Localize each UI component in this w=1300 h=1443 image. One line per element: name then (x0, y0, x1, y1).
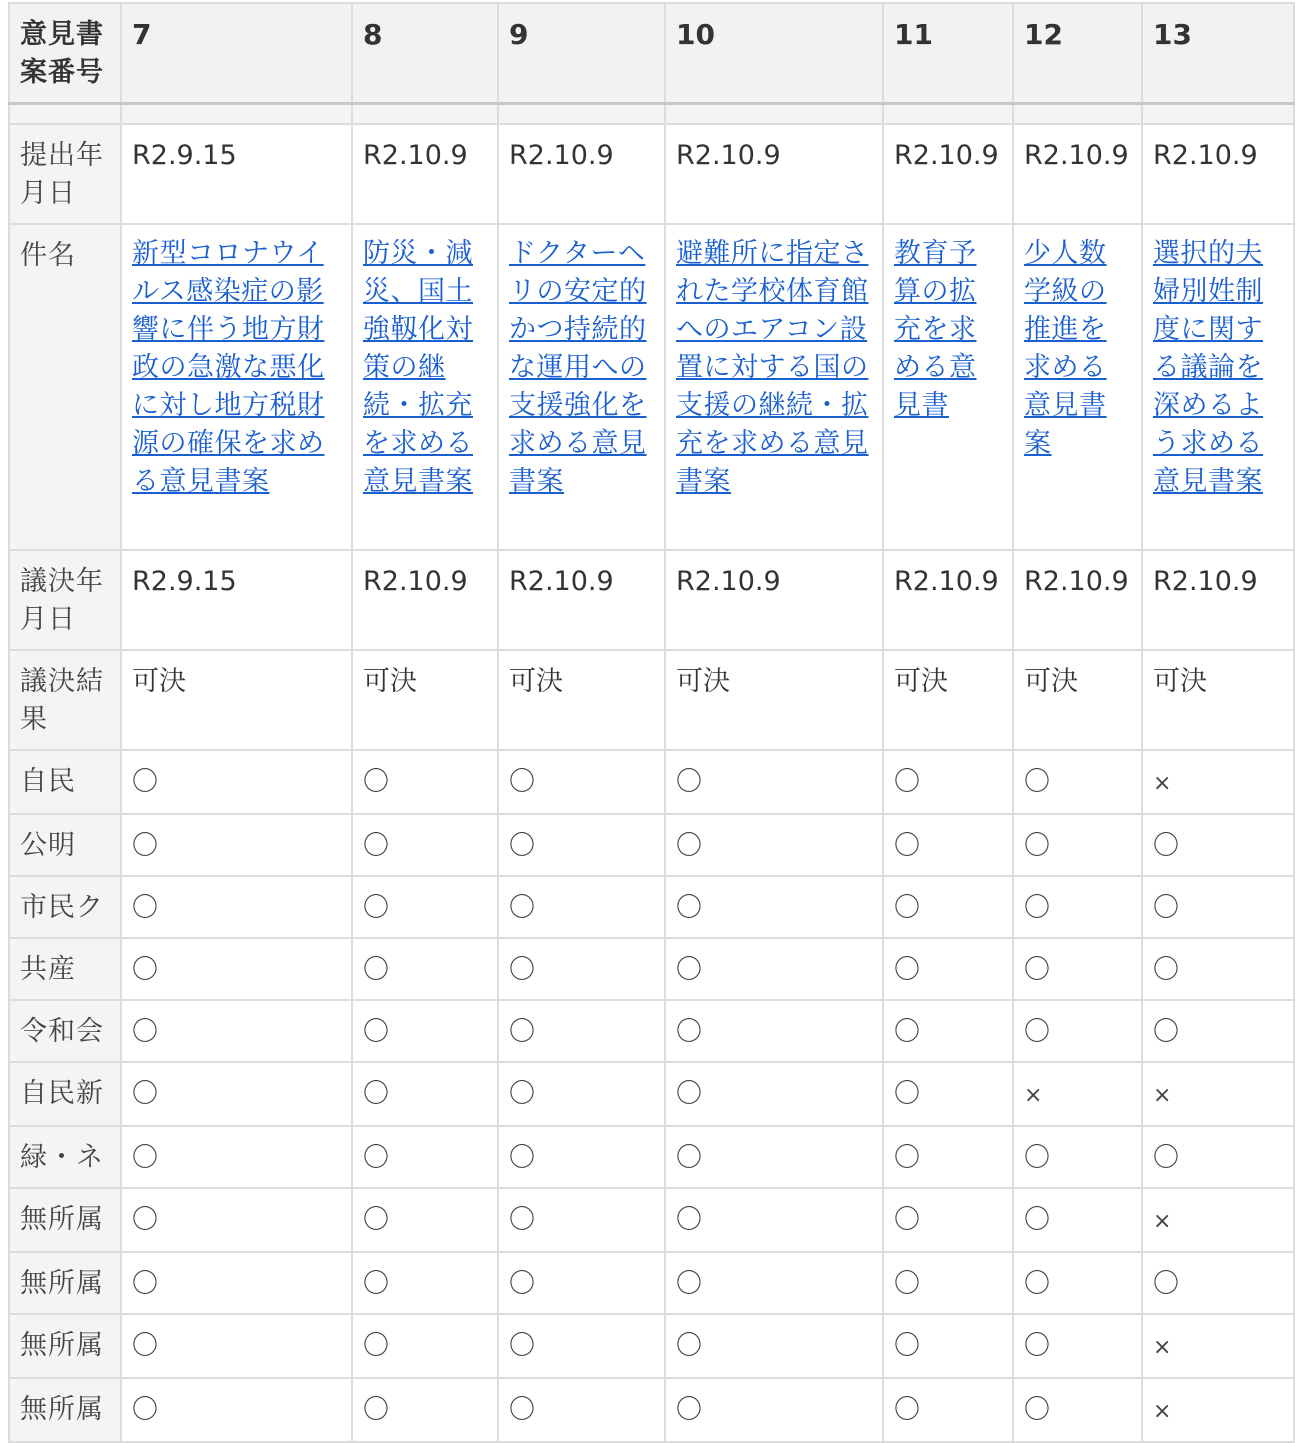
party-label: 自民 (9, 750, 121, 814)
title-cell (1013, 224, 1142, 550)
party-vote-row (9, 1126, 1294, 1188)
vote-cell (352, 1000, 498, 1062)
vote-for-mark: 〇 (132, 767, 159, 797)
vote-cell (121, 750, 352, 814)
party-label: 市民ク (9, 876, 121, 938)
party-vote-row (9, 938, 1294, 1000)
vote-cell (498, 1062, 665, 1126)
party-label: 令和会 (9, 1000, 121, 1062)
vote-cell (1013, 1000, 1142, 1062)
vote-cell (1142, 814, 1294, 876)
vote-cell (498, 1126, 665, 1188)
header-row (9, 3, 1294, 104)
vote-for-mark: 〇 (1024, 955, 1051, 985)
submit-date-cell: R2.10.9 (883, 124, 1013, 224)
vote-for-mark: 〇 (1024, 1331, 1051, 1361)
vote-for-mark: 〇 (509, 1331, 536, 1361)
vote-cell (1013, 1062, 1142, 1126)
vote-for-mark: 〇 (363, 831, 390, 861)
vote-date-cell: R2.10.9 (665, 550, 883, 650)
party-vote-row (9, 1378, 1294, 1442)
vote-cell (352, 938, 498, 1000)
result-cell: 可決 (498, 650, 665, 750)
vote-cell (883, 1126, 1013, 1188)
vote-cell (121, 1314, 352, 1378)
vote-date-cell: R2.10.9 (883, 550, 1013, 650)
vote-cell (1142, 1252, 1294, 1314)
vote-cell (1142, 876, 1294, 938)
vote-for-mark: 〇 (363, 1017, 390, 1047)
submit-date-cell: R2.10.9 (352, 124, 498, 224)
vote-cell (665, 1000, 883, 1062)
vote-for-mark: 〇 (676, 955, 703, 985)
vote-for-mark: 〇 (1153, 1017, 1180, 1047)
vote-for-mark: 〇 (132, 1017, 159, 1047)
vote-for-mark: 〇 (676, 831, 703, 861)
vote-for-mark: 〇 (363, 1269, 390, 1299)
vote-cell (121, 1378, 352, 1442)
vote-cell (1142, 750, 1294, 814)
vote-cell (498, 876, 665, 938)
vote-for-mark: 〇 (676, 1395, 703, 1425)
vote-for-mark: 〇 (132, 1269, 159, 1299)
vote-for-mark: 〇 (363, 1395, 390, 1425)
party-vote-row (9, 1000, 1294, 1062)
vote-cell (352, 1378, 498, 1442)
vote-cell (1013, 814, 1142, 876)
vote-for-mark: 〇 (1153, 831, 1180, 861)
vote-cell (1013, 876, 1142, 938)
vote-for-mark: 〇 (509, 1205, 536, 1235)
column-header: 10 (665, 3, 883, 104)
vote-cell (665, 876, 883, 938)
vote-date-cell: R2.9.15 (121, 550, 352, 650)
resolution-title-link[interactable]: 避難所に指定された学校体育館へのエアコン設置に対する国の支援の継続・拡充を求める意見書案 (676, 238, 869, 497)
vote-cell (883, 938, 1013, 1000)
vote-for-mark: 〇 (509, 893, 536, 923)
vote-for-mark: 〇 (509, 1269, 536, 1299)
vote-cell (1142, 1126, 1294, 1188)
vote-date-cell: R2.10.9 (1013, 550, 1142, 650)
vote-for-mark: 〇 (894, 1079, 921, 1109)
vote-cell (883, 1000, 1013, 1062)
vote-for-mark: 〇 (509, 1017, 536, 1047)
vote-for-mark: 〇 (894, 955, 921, 985)
resolution-title-link[interactable]: 新型コロナウイルス感染症の影響に伴う地方財政の急激な悪化に対し地方税財源の確保を求める意見書案 (132, 238, 325, 497)
vote-cell (883, 1062, 1013, 1126)
vote-cell (883, 1252, 1013, 1314)
vote-cell (121, 876, 352, 938)
party-label: 無所属 (9, 1252, 121, 1314)
vote-for-mark: 〇 (1153, 1269, 1180, 1299)
vote-cell (498, 1252, 665, 1314)
vote-cell (352, 814, 498, 876)
result-cell: 可決 (121, 650, 352, 750)
vote-for-mark: 〇 (676, 767, 703, 797)
party-label: 無所属 (9, 1314, 121, 1378)
vote-for-mark: 〇 (509, 831, 536, 861)
vote-cell (121, 1252, 352, 1314)
vote-cell (352, 1314, 498, 1378)
vote-for-mark: 〇 (132, 955, 159, 985)
vote-cell (498, 938, 665, 1000)
submit-date-cell: R2.10.9 (1013, 124, 1142, 224)
title-cell (883, 224, 1013, 550)
vote-against-mark: × (1153, 1335, 1172, 1360)
vote-for-mark: 〇 (1024, 767, 1051, 797)
vote-for-mark: 〇 (894, 1395, 921, 1425)
submit-date-cell: R2.10.9 (1142, 124, 1294, 224)
vote-cell (1013, 1126, 1142, 1188)
vote-for-mark: 〇 (1153, 893, 1180, 923)
vote-for-mark: 〇 (363, 955, 390, 985)
vote-cell (883, 1378, 1013, 1442)
vote-for-mark: 〇 (132, 831, 159, 861)
vote-cell (1013, 1252, 1142, 1314)
vote-for-mark: 〇 (676, 1017, 703, 1047)
vote-for-mark: 〇 (894, 831, 921, 861)
vote-for-mark: 〇 (363, 1331, 390, 1361)
vote-for-mark: 〇 (1153, 1143, 1180, 1173)
party-label: 緑・ネ (9, 1126, 121, 1188)
vote-for-mark: 〇 (894, 1269, 921, 1299)
vote-cell (1013, 938, 1142, 1000)
vote-for-mark: 〇 (363, 1143, 390, 1173)
column-header: 9 (498, 3, 665, 104)
vote-cell (665, 1062, 883, 1126)
vote-cell (352, 750, 498, 814)
result-cell: 可決 (883, 650, 1013, 750)
vote-for-mark: 〇 (894, 1143, 921, 1173)
vote-for-mark: 〇 (132, 893, 159, 923)
vote-cell (498, 1314, 665, 1378)
header-row-label: 意見書案番号 (9, 3, 121, 104)
vote-cell (883, 876, 1013, 938)
vote-for-mark: 〇 (132, 1331, 159, 1361)
submit-date-cell: R2.10.9 (665, 124, 883, 224)
vote-against-mark: × (1153, 1209, 1172, 1234)
row-label: 議決結果 (9, 650, 121, 750)
vote-for-mark: 〇 (1024, 1395, 1051, 1425)
vote-cell (498, 814, 665, 876)
vote-for-mark: 〇 (132, 1143, 159, 1173)
resolution-table (8, 2, 1295, 1443)
resolution-title-link[interactable]: 防災・減災、国土強靱化対策の継続・拡充を求める意見書案 (363, 238, 473, 497)
vote-cell (1142, 938, 1294, 1000)
vote-for-mark: 〇 (676, 1269, 703, 1299)
vote-for-mark: 〇 (509, 1079, 536, 1109)
resolution-title-link[interactable]: ドクターヘリの安定的かつ持続的な運用への支援強化を求める意見書案 (509, 238, 647, 497)
vote-for-mark: 〇 (509, 767, 536, 797)
vote-cell (121, 1126, 352, 1188)
vote-cell (665, 1252, 883, 1314)
vote-for-mark: 〇 (894, 767, 921, 797)
vote-cell (498, 750, 665, 814)
title-cell (498, 224, 665, 550)
result-row (9, 650, 1294, 750)
party-label: 公明 (9, 814, 121, 876)
vote-cell (121, 938, 352, 1000)
vote-cell (1013, 1188, 1142, 1252)
vote-against-mark: × (1153, 771, 1172, 796)
vote-for-mark: 〇 (509, 1395, 536, 1425)
result-cell: 可決 (352, 650, 498, 750)
vote-cell (665, 1126, 883, 1188)
vote-for-mark: 〇 (1153, 955, 1180, 985)
vote-for-mark: 〇 (363, 1079, 390, 1109)
party-label: 無所属 (9, 1378, 121, 1442)
party-vote-row (9, 1314, 1294, 1378)
vote-for-mark: 〇 (509, 955, 536, 985)
title-row (9, 224, 1294, 550)
vote-cell (498, 1378, 665, 1442)
resolution-title-link[interactable]: 少人数学級の推進を求める意見書案 (1024, 238, 1107, 459)
vote-cell (1142, 1378, 1294, 1442)
vote-cell (121, 1000, 352, 1062)
column-header: 11 (883, 3, 1013, 104)
vote-for-mark: 〇 (1024, 831, 1051, 861)
vote-for-mark: 〇 (894, 1331, 921, 1361)
title-cell (352, 224, 498, 550)
vote-for-mark: 〇 (1024, 1017, 1051, 1047)
vote-for-mark: 〇 (132, 1395, 159, 1425)
column-header: 7 (121, 3, 352, 104)
vote-date-cell: R2.10.9 (498, 550, 665, 650)
party-vote-row (9, 814, 1294, 876)
vote-cell (352, 1126, 498, 1188)
vote-for-mark: 〇 (894, 1205, 921, 1235)
vote-cell (1142, 1062, 1294, 1126)
vote-cell (883, 1188, 1013, 1252)
row-label: 議決年月日 (9, 550, 121, 650)
resolution-table-container (8, 2, 1293, 1443)
vote-cell (883, 814, 1013, 876)
vote-cell (121, 1188, 352, 1252)
result-cell: 可決 (665, 650, 883, 750)
vote-cell (121, 1062, 352, 1126)
vote-cell (352, 876, 498, 938)
vote-for-mark: 〇 (676, 1331, 703, 1361)
resolution-title-link[interactable]: 選択的夫婦別姓制度に関する議論を深めるよう求める意見書案 (1153, 238, 1263, 497)
vote-cell (352, 1188, 498, 1252)
vote-for-mark: 〇 (676, 1079, 703, 1109)
title-cell (665, 224, 883, 550)
vote-cell (352, 1062, 498, 1126)
column-header: 8 (352, 3, 498, 104)
vote-for-mark: 〇 (132, 1205, 159, 1235)
vote-cell (1142, 1314, 1294, 1378)
result-cell: 可決 (1013, 650, 1142, 750)
vote-for-mark: 〇 (894, 893, 921, 923)
vote-cell (665, 938, 883, 1000)
vote-for-mark: 〇 (1024, 893, 1051, 923)
party-label: 無所属 (9, 1188, 121, 1252)
vote-date-cell: R2.10.9 (352, 550, 498, 650)
vote-for-mark: 〇 (132, 1079, 159, 1109)
vote-cell (665, 1188, 883, 1252)
party-vote-row (9, 1062, 1294, 1126)
resolution-title-link[interactable]: 教育予算の拡充を求める意見書 (894, 238, 977, 421)
vote-cell (665, 814, 883, 876)
vote-cell (883, 750, 1013, 814)
column-header: 12 (1013, 3, 1142, 104)
vote-against-mark: × (1153, 1083, 1172, 1108)
vote-cell (1142, 1000, 1294, 1062)
vote-cell (498, 1000, 665, 1062)
vote-cell (883, 1314, 1013, 1378)
vote-cell (1013, 1378, 1142, 1442)
vote-date-row (9, 550, 1294, 650)
vote-for-mark: 〇 (1024, 1143, 1051, 1173)
party-label: 共産 (9, 938, 121, 1000)
vote-table-body (9, 750, 1294, 1442)
vote-cell (1013, 1314, 1142, 1378)
vote-for-mark: 〇 (1024, 1205, 1051, 1235)
vote-for-mark: 〇 (1024, 1269, 1051, 1299)
party-vote-row (9, 1188, 1294, 1252)
vote-cell (121, 814, 352, 876)
submit-date-row (9, 124, 1294, 224)
submit-date-cell: R2.10.9 (498, 124, 665, 224)
result-cell: 可決 (1142, 650, 1294, 750)
party-vote-row (9, 750, 1294, 814)
vote-for-mark: 〇 (363, 767, 390, 797)
vote-for-mark: 〇 (509, 1143, 536, 1173)
party-vote-row (9, 1252, 1294, 1314)
row-label: 提出年月日 (9, 124, 121, 224)
vote-cell (665, 750, 883, 814)
submit-date-cell: R2.9.15 (121, 124, 352, 224)
column-header: 13 (1142, 3, 1294, 104)
vote-for-mark: 〇 (894, 1017, 921, 1047)
vote-cell (498, 1188, 665, 1252)
spacer-row (9, 104, 1294, 125)
vote-against-mark: × (1024, 1083, 1043, 1108)
vote-cell (1013, 750, 1142, 814)
vote-cell (352, 1252, 498, 1314)
row-label: 件名 (9, 224, 121, 550)
party-vote-row (9, 876, 1294, 938)
vote-against-mark: × (1153, 1399, 1172, 1424)
title-cell (1142, 224, 1294, 550)
vote-cell (665, 1314, 883, 1378)
vote-for-mark: 〇 (363, 893, 390, 923)
vote-for-mark: 〇 (676, 1143, 703, 1173)
vote-for-mark: 〇 (363, 1205, 390, 1235)
vote-cell (665, 1378, 883, 1442)
vote-for-mark: 〇 (676, 893, 703, 923)
party-label: 自民新 (9, 1062, 121, 1126)
title-cell (121, 224, 352, 550)
vote-cell (1142, 1188, 1294, 1252)
vote-date-cell: R2.10.9 (1142, 550, 1294, 650)
vote-for-mark: 〇 (676, 1205, 703, 1235)
